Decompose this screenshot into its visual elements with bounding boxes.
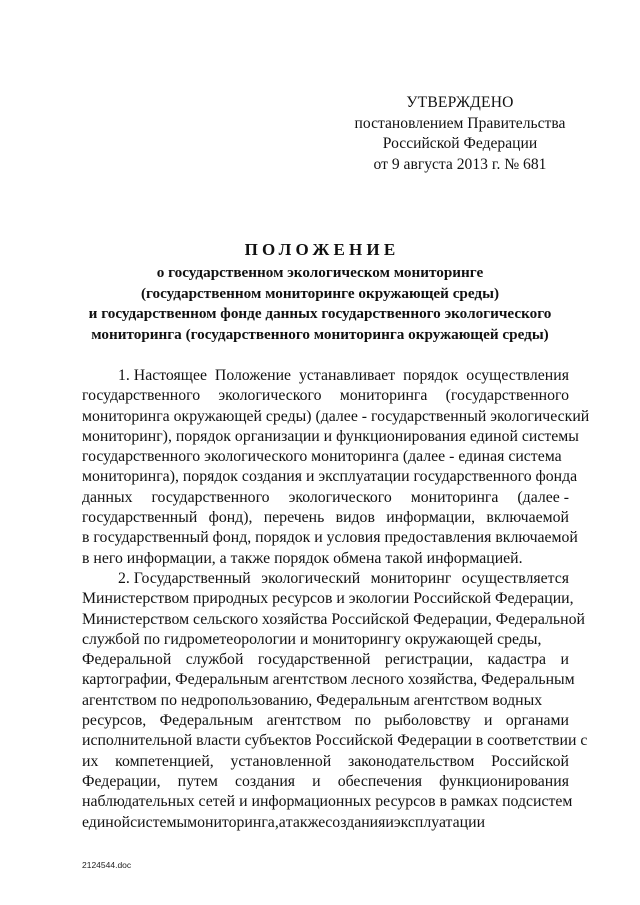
text-word: мониторинг	[370, 569, 452, 587]
text-line	[82, 447, 569, 467]
text-word: их	[82, 752, 99, 770]
text-line	[82, 467, 578, 487]
text-word: исполнительной власти субъектов Российской Федерации в соответствии с	[82, 732, 588, 750]
text-word: Федерации,	[82, 772, 161, 790]
text-word: создания	[234, 772, 296, 790]
text-word: и	[483, 712, 493, 730]
text-word: службой	[185, 651, 244, 669]
text-line	[82, 569, 569, 589]
approval-resolution: постановлением Правительства	[354, 114, 566, 132]
text-line	[82, 407, 590, 427]
text-word: фонд),	[208, 509, 253, 527]
text-line	[82, 691, 569, 711]
title-line: о государственном экологическом мониторинге	[156, 264, 484, 281]
text-word: законодательством	[347, 752, 475, 770]
text-word: мониторинга,	[187, 813, 279, 831]
text-line	[82, 792, 573, 812]
text-word: агентством по недропользованию, Федеральным агентством водных	[82, 691, 543, 709]
text-word: порядок	[403, 367, 459, 384]
title-line: и государственном фонде данных государственного экологического	[88, 305, 552, 322]
text-word: осуществления	[466, 367, 569, 384]
text-line	[82, 549, 569, 569]
text-word: Российской	[491, 752, 569, 770]
text-word: мониторинга	[339, 387, 428, 405]
text-word: Федеральным	[159, 712, 254, 730]
text-line	[82, 670, 575, 690]
text-word: государственного	[151, 488, 270, 506]
text-line	[82, 427, 579, 447]
text-line	[82, 589, 574, 609]
text-word: наблюдательных сетей и информационных ресурсов в рамках подсистем	[82, 793, 573, 811]
text-word: путем	[177, 772, 218, 790]
approval-stamp	[340, 93, 580, 175]
text-word: Министерством природных ресурсов и экологии Российской Федерации,	[82, 590, 574, 608]
text-line	[82, 752, 569, 772]
text-word: Министерством сельского хозяйства Российской Федерации, Федеральной	[82, 610, 585, 628]
text-line	[82, 610, 585, 630]
text-word: мониторинга	[410, 488, 499, 506]
text-line	[82, 711, 569, 731]
text-word: (далее -	[517, 488, 569, 506]
title-line: (государственном мониторинге окружающей среды)	[140, 284, 500, 302]
text-word: компетенцией,	[115, 752, 214, 770]
text-word: государственного	[82, 387, 201, 405]
document-body	[82, 366, 590, 833]
text-line	[82, 650, 569, 670]
text-word: а	[278, 813, 286, 831]
text-line	[82, 366, 569, 386]
text-word: органами	[505, 712, 569, 730]
text-word: перечень	[263, 509, 325, 527]
text-word: государственный	[82, 509, 198, 527]
text-word: агентством	[266, 712, 342, 730]
text-word: единой	[82, 813, 131, 831]
document-title	[70, 237, 570, 345]
text-word: Федеральной	[82, 651, 172, 669]
text-line	[82, 813, 569, 833]
approval-government: Российской Федерации	[382, 135, 538, 152]
text-word: создания	[325, 813, 386, 831]
text-word: 2. Государственный	[118, 569, 251, 587]
text-word: регистрации,	[384, 651, 474, 669]
text-word: в него информации, а также порядок обмена такой информацией.	[82, 549, 523, 567]
text-word: экологического	[218, 387, 322, 405]
paragraph-2	[82, 569, 588, 833]
text-line	[82, 386, 569, 406]
footer-doc-id: 2124544.doc	[82, 860, 132, 870]
title-main: ПОЛОЖЕНИЕ	[244, 240, 400, 259]
text-word: устанавливает	[298, 367, 396, 384]
text-word: картографии, Федеральным агентством лесного хозяйства, Федеральным	[82, 671, 575, 689]
approval-date-number: от 9 августа 2013 г. № 681	[373, 155, 547, 173]
text-word: эксплуатации	[393, 813, 486, 831]
text-line	[82, 772, 569, 792]
text-word: и	[312, 772, 321, 790]
text-word: Положение	[214, 367, 292, 384]
text-line	[82, 630, 569, 650]
text-word: обеспечения	[337, 772, 423, 790]
text-word: мониторинга), порядок создания и эксплуатации государственного фонда	[82, 468, 578, 486]
text-word: установленной	[230, 752, 332, 770]
text-word: рыболовству	[384, 712, 471, 730]
text-word: мониторинг), порядок организации и функционирования единой системы	[82, 427, 579, 445]
text-word: государственного экологического мониторинга (далее - единая система	[82, 448, 562, 466]
text-word: осуществляется	[461, 569, 569, 587]
text-word: 1. Настоящее	[118, 367, 207, 384]
text-word: ресурсов,	[82, 712, 147, 730]
paragraph-1	[82, 366, 590, 569]
text-word: и	[560, 651, 569, 669]
text-word: и	[385, 813, 394, 831]
text-word: в государственный фонд, порядок и условия предоставления включаемой	[82, 529, 578, 547]
text-word: системы	[130, 813, 188, 831]
text-word: кадастра	[487, 651, 547, 669]
text-word: видов	[335, 509, 375, 527]
approval-heading: УТВЕРЖДЕНО	[406, 94, 514, 111]
text-word: экологического	[288, 488, 392, 506]
text-word: информации,	[386, 509, 476, 527]
text-line	[82, 528, 578, 548]
text-word: экологический	[261, 569, 361, 587]
text-word: по	[354, 712, 372, 730]
text-word: функционирования	[439, 772, 569, 790]
text-line	[82, 508, 569, 528]
text-word: также	[285, 813, 326, 831]
text-word: службой по гидрометеорологии и мониторингу окружающей среды,	[82, 630, 542, 648]
text-word: включаемой	[486, 509, 569, 527]
text-word: данных	[82, 488, 133, 506]
text-word: государственной	[257, 651, 371, 669]
text-line	[82, 488, 569, 508]
title-line: мониторинга (государственного мониторинга окружающей среды)	[91, 325, 549, 343]
text-word: (государственного	[445, 387, 569, 405]
text-word: мониторинга окружающей среды) (далее - государственный экологический	[82, 407, 590, 425]
text-line	[82, 731, 588, 751]
